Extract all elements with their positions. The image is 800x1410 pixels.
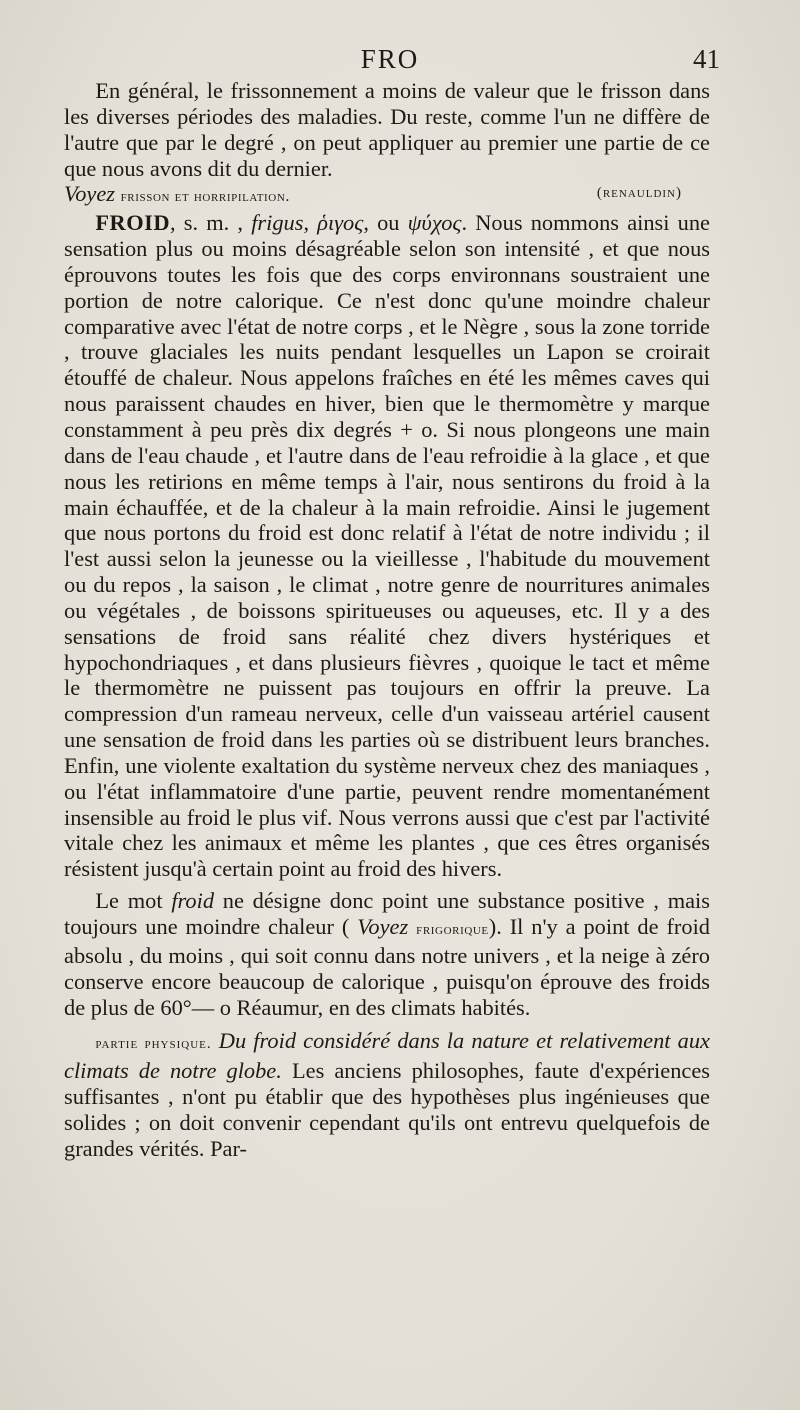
entry-greek-2: ψύχος — [407, 210, 462, 236]
entry-froid: FROID, s. m. , frigus, ῥιγος, ou ψύχος. Nous nommons ainsi une sensation plus ou moins désagréable selon son intensité , et que nous éprouvons toutes les fois que des corps environnans soustraient une portion de notre calorique. Ce n'est donc qu'une moindre chaleur comparative avec l'état de notre corps , et le Nègre , sous la zone torride , trouve glaciales les nuits pendant lesquelles un Lapon se croirait étouffé de chaleur. Nous appelons fraîches en été les mêmes caves qui nous paraissent chaudes en hiver, bien que le thermomètre y marque constamment à peu près dix degrés + o. Si nous plongeons une main dans de l'eau chaude , et l'autre dans de l'eau refroidie à la glace , et que nous les retirions en même temps à l'air, nous sentirons du froid à la main échauffée, et de la chaleur à la main refroidie. Ainsi le jugement que nous portons du froid est donc relatif à l'état de notre individu ; il l'est aussi selon la jeunesse ou la vieillesse , l'habitude du mouvement ou du repos , la saison , le climat , notre genre de nourritures animales ou végétales , de boissons spiritueuses ou aqueuses, etc. Il y a des sensations de froid sans réalité chez divers hystériques et hypochondriaques , et dans plusieurs fièvres , quoique le tact et même le thermomètre ne puissent pas toujours en offrir la preuve. La compression d'un rameau nerveux, celle d'un vaisseau artériel causent une sensation de froid dans les parties où se distribuent leurs branches. Enfin, une violente exaltation du système nerveux chez des maniaques , ou l'état inflammatoire d'une partie, peuvent rendre momentanément insensible au froid le plus vif. Nous verrons aussi que c'est par l'activité vitale chez les animaux et même les plantes , que ces êtres organisés résistent jusqu'à certain point au froid des hivers. — [64, 210, 710, 882]
see-word: Voyez — [357, 914, 409, 939]
section-heading: Du froid considéré dans la nature et relativement aux climats de notre globe. — [64, 1028, 710, 1084]
author-signature: (renauldin) — [596, 185, 682, 202]
see-word: Voyez — [64, 181, 115, 207]
entry-grammar: , s. m. , — [170, 210, 244, 236]
paragraph-word-italic: froid — [171, 888, 215, 914]
paragraph-frissonnement — [64, 78, 710, 181]
paragraph-mot-froid — [64, 888, 710, 1020]
paragraph-text-1: ne désigne donc point une substance positive , mais toujours une moindre chaleur ( — [64, 888, 710, 939]
cross-reference-terms: frisson et horripilation. — [120, 188, 290, 206]
cross-reference-term: frigorique — [416, 921, 489, 938]
paragraph-text: En général, le frissonnement a moins de valeur que le frisson dans les diverses périodes des maladies. Du reste, comme l'un ne diffère de l'autre que par le degré , on peut appliquer au premier une partie de ce que nous avons dit du dernier. — [64, 78, 710, 181]
entry-greek-1: ῥιγος — [317, 210, 364, 236]
cross-reference-line — [64, 181, 710, 210]
page-body — [64, 78, 710, 1162]
entry-headword: FROID — [95, 210, 171, 236]
entry-latin: frigus — [251, 210, 304, 236]
running-head — [60, 44, 720, 80]
entry-or: , ou — [363, 210, 400, 236]
paragraph-text-2: ). Il n'y a point de froid absolu , du moins , qui soit connu dans notre univers , et la neige à zéro conserve encore beaucoup de calorique , puisqu'on éprouve des froids de plus de 60°— o Réaumur, en des climats habités. — [64, 914, 710, 1020]
section-partie-physique — [64, 1028, 710, 1161]
entry-text: . Nous nommons ainsi une sensation plus ou moins désagréable selon son intensité , et que nous éprouvons toutes les fois que des corps environnans soustraient une portion de notre calorique. Ce n'est donc qu'une moindre chaleur comparative avec l'état de notre corps , et le Nègre , sous la zone torride , trouve glaciales les nuits pendant lesquelles un Lapon se croirait étouffé de chaleur. Nous appelons fraîches en été les mêmes caves qui nous paraissent chaudes en hiver, bien que le thermomètre y marque constamment à peu près dix degrés + o. Si nous plongeons une main dans de l'eau chaude , et l'autre dans de l'eau refroidie à la glace , et que nous les retirions en même temps à l'air, nous sentirons du froid à la main échauffée, et de la chaleur à la main refroidie. Ainsi le jugement que nous portons du froid est donc relatif à l'état de notre individu ; il l'est aussi selon la jeunesse ou la vieillesse , l'habitude du mouvement ou du repos , la saison , le climat , notre genre de nourritures animales ou végétales , de boissons spiritueuses ou aqueuses, etc. Il y a des sensations de froid sans réalité chez divers hystériques et hypochondriaques , et dans plusieurs fièvres , quoique le tact et même le thermomètre ne puissent pas toujours en offrir la preuve. La compression d'un rameau nerveux, celle d'un vaisseau artériel causent une sensation de froid dans les parties où se distribuent leurs branches. Enfin, une violente exaltation du système nerveux chez des maniaques , ou l'état inflammatoire d'une partie, peuvent rendre momentanément insensible au froid le plus vif. Nous verrons aussi que c'est par l'activité vitale chez les animaux et même les plantes , que ces êtres organisés résistent jusqu'à certain point au froid des hivers. — [64, 210, 710, 882]
section-label: partie physique. — [95, 1036, 212, 1053]
running-head-title: FRO — [360, 44, 420, 74]
section-text: Les anciens philosophes, faute d'expériences suffisantes , n'ont pu établir que des hypothèses plus ingénieuses que solides ; on doit convenir cependant qu'ils ont entrevu quelquefois de grandes vérités. Par- — [64, 1058, 710, 1161]
page-number: 41 — [693, 44, 720, 74]
paragraph-lead: Le mot — [95, 888, 163, 914]
